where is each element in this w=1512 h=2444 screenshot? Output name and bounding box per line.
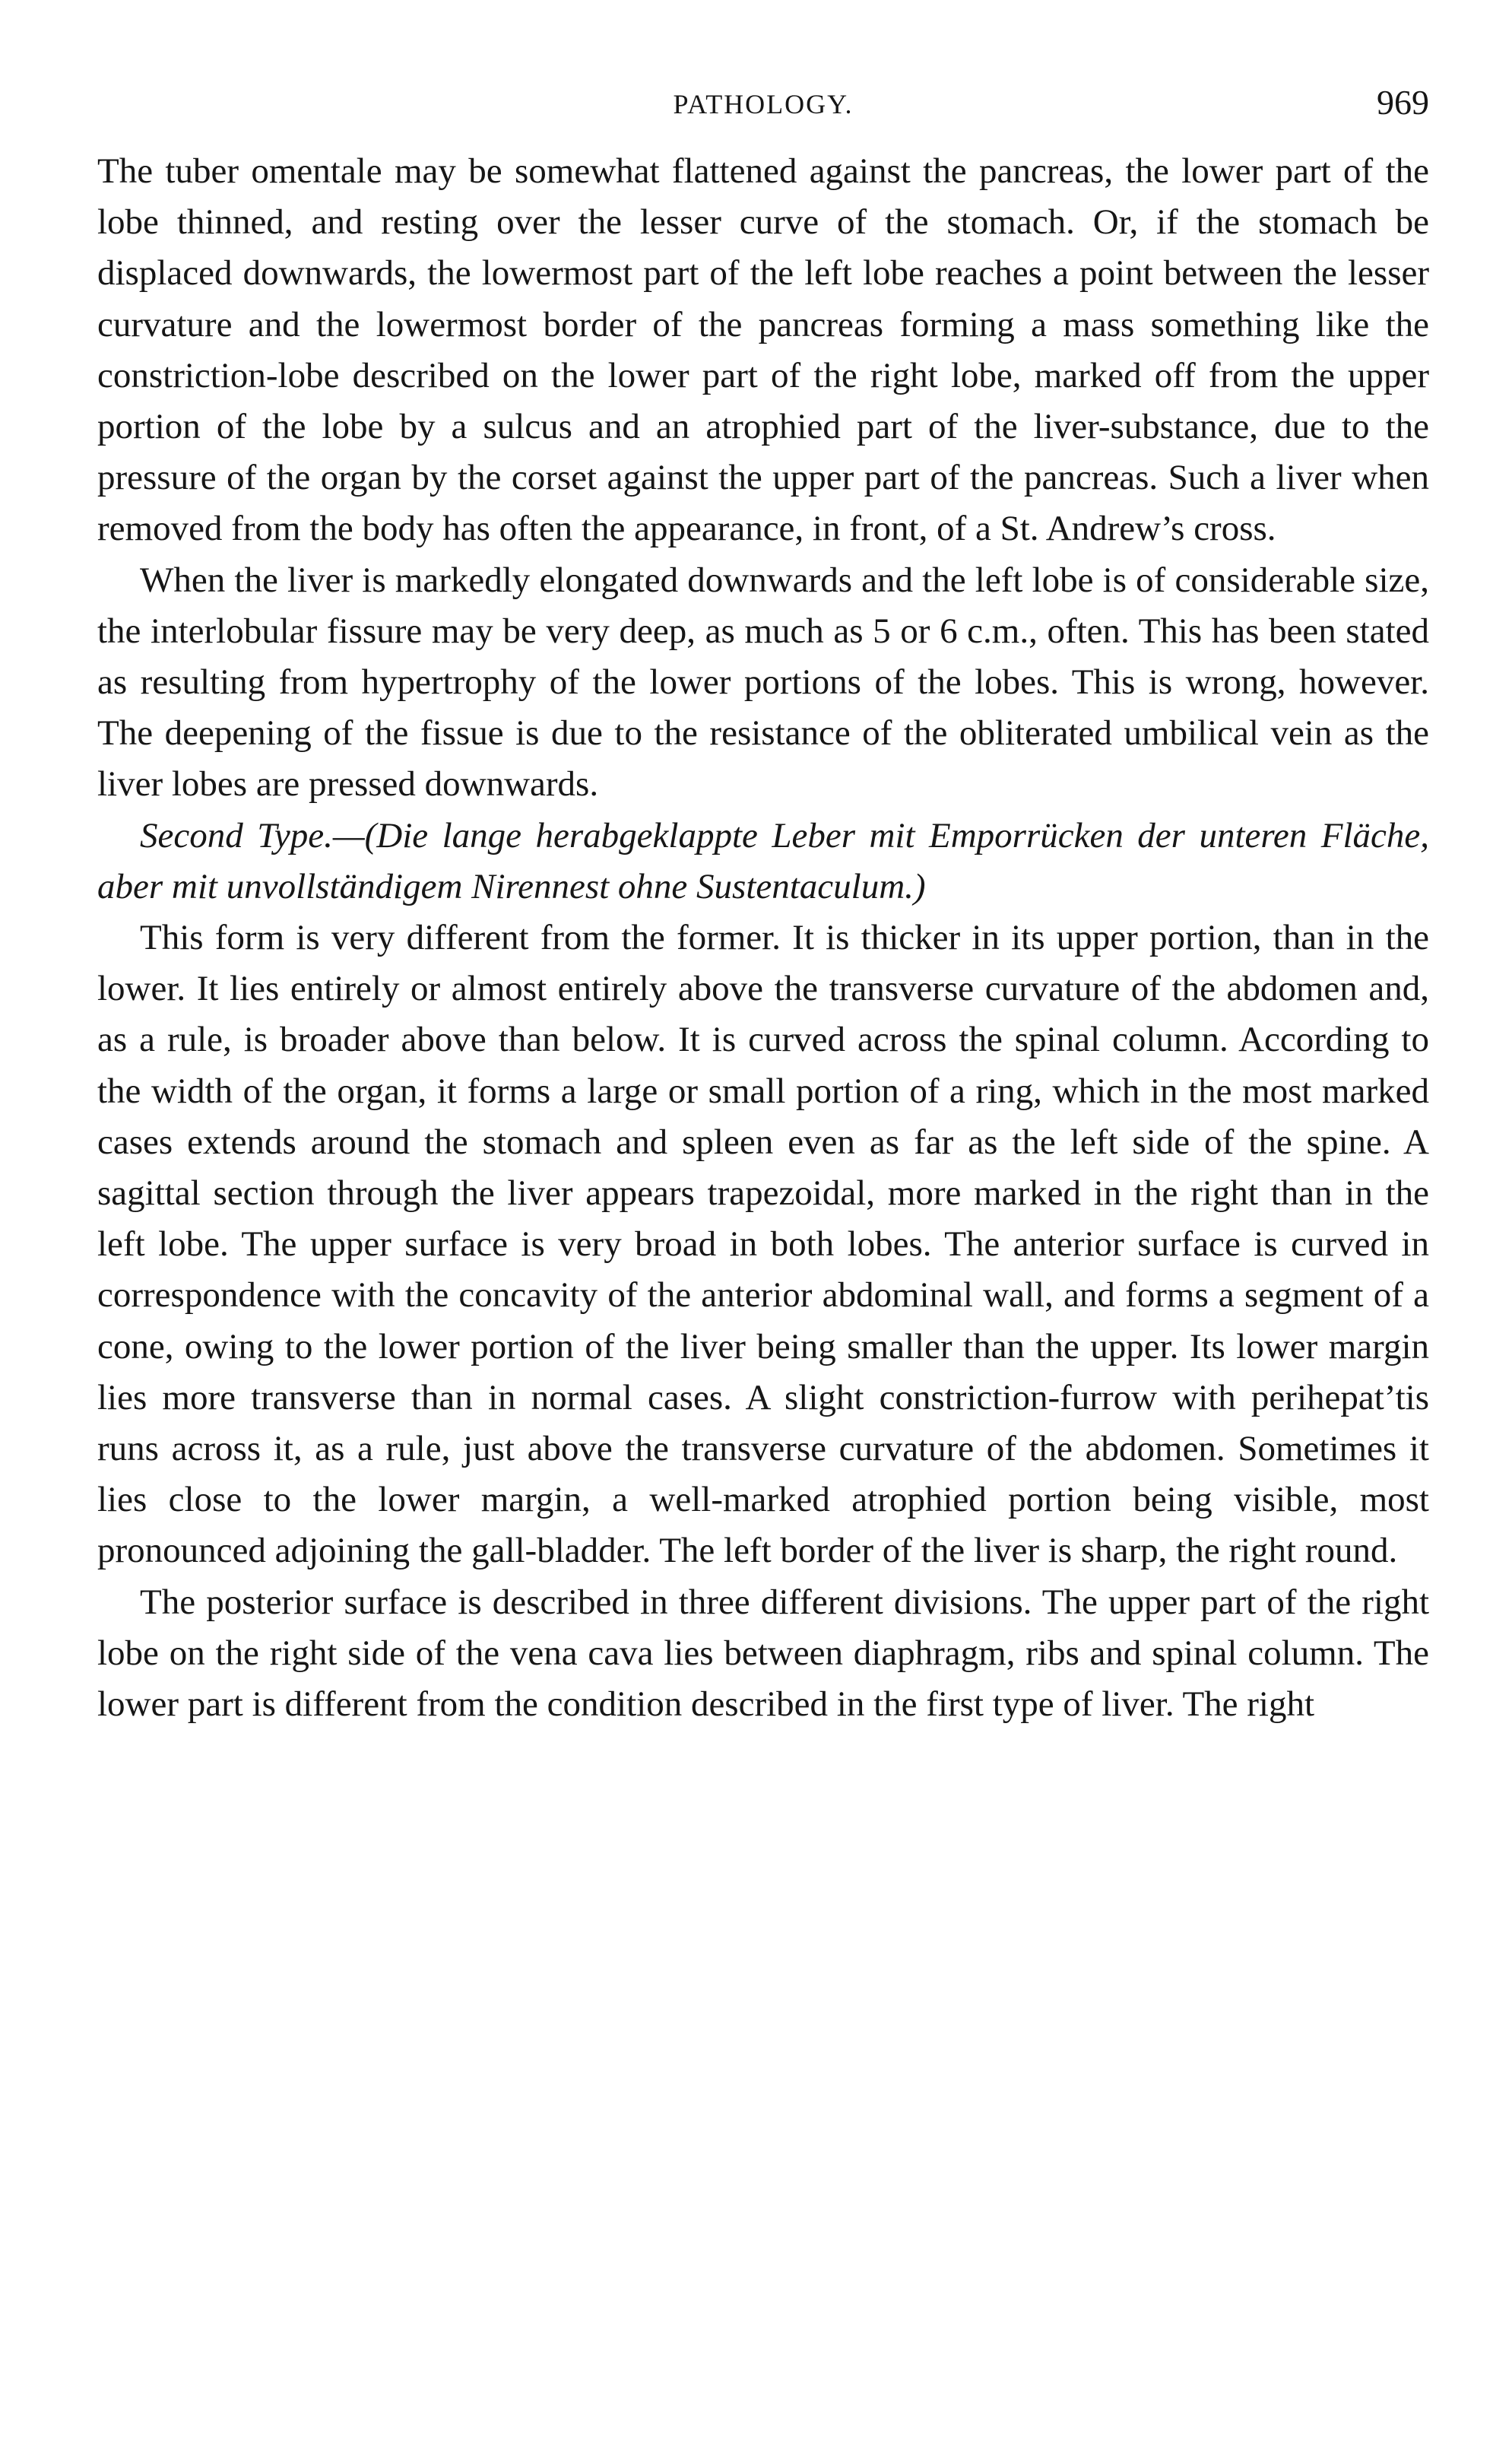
book-page (97, 82, 1429, 1730)
paragraph-form-description: This form is very different from the former. It is thicker in its upper portion, than in the lower. It lies entirely or almost entirely above the transverse curvature of the abdomen and, as a rule, is broader above than below. It is curved across the spinal column. According to the width of the organ, it forms a large or small portion of a ring, which in the most marked cases extends around the stomach and spleen even as far as the left side of the spine. A sagittal section through the liver appears trapezoidal, more marked in the right than in the left lobe. The upper surface is very broad in both lobes. The anterior surface is curved in correspondence with the concavity of the anterior abdominal wall, and forms a segment of a cone, owing to the lower portion of the liver being smaller than the upper. Its lower margin lies more transverse than in normal cases. A slight constriction-furrow with perihepat’tis runs across it, as a rule, just above the transverse curvature of the abdomen. Sometimes it lies close to the lower margin, a well-marked atrophied portion being visible, most pronounced adjoining the gall-bladder. The left border of the liver is sharp, the right round. (97, 918, 1429, 1571)
section-heading-second-type: Second Type.—(Die lange herabgeklappte Leber mit Emporrücken der unteren Fläche, aber mit unvollständigem Nirennest ohne Sustentaculum.) (97, 815, 1429, 906)
paragraph-posterior-surface: The posterior surface is described in three different divisions. The upper part of the right lobe on the right side of the vena cava lies between diaphragm, ribs and spinal column. The lower part is different from the condition described in the first type of liver. The right (97, 1582, 1429, 1725)
running-head: PATHOLOGY. (673, 89, 854, 119)
body-text (97, 146, 1429, 1730)
page-header (97, 82, 1429, 129)
paragraph-tuber-omentale: The tuber omentale may be somewhat flattened against the pancreas, the lower part of the lobe thinned, and resting over the lesser curve of the stomach. Or, if the stomach be displaced downwards, the lowermost part of the left lobe reaches a point between the lesser curvature and the lowermost border of the pancreas forming a mass something like the constriction-lobe described on the lower part of the right lobe, marked off from the upper portion of the lobe by a sulcus and an atrophied part of the liver-substance, due to the pressure of the organ by the corset against the upper part of the pancreas. Such a liver when removed from the body has often the appearance, in front, of a St. Andrew’s cross. (97, 151, 1429, 549)
paragraph-liver-elongated: When the liver is markedly elongated downwards and the left lobe is of considerable size, the interlobular fissure may be very deep, as much as 5 or 6 c.m., often. This has been stated as resulting from hypertrophy of the lower portions of the lobes. This is wrong, however. The deepening of the fissue is due to the resistance of the obliterated umbilical vein as the liver lobes are pressed downwards. (97, 560, 1429, 805)
page-number: 969 (1377, 83, 1429, 122)
